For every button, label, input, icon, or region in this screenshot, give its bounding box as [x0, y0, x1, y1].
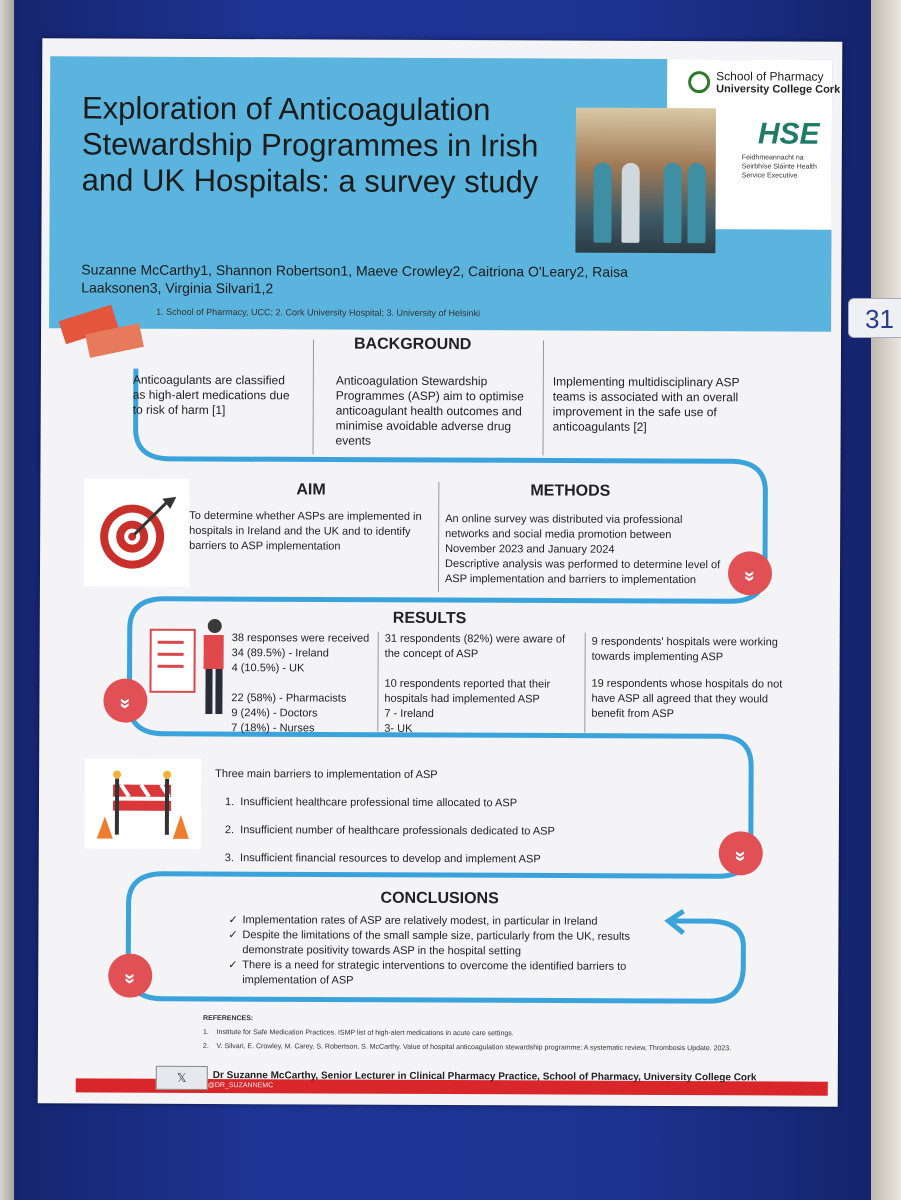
barriers-list: [225, 795, 705, 881]
results-col2: [384, 632, 579, 738]
authors: Suzanne McCarthy1, Shannon Robertson1, Maeve Crowley2, Caitriona O'Leary2, Raisa Laaksonen3, Virginia Silvari1,2: [81, 261, 628, 297]
result-line: 22 (58%) - Pharmacists: [231, 692, 347, 705]
results-col1: [231, 631, 381, 737]
footer-credit: Dr Suzanne McCarthy, Senior Lecturer in Clinical Pharmacy Practice, School of Pharmacy, University College Cork: [212, 1070, 757, 1084]
chevron-down-icon: »: [728, 551, 772, 595]
board-frame-left: [0, 0, 14, 1200]
methods-text-1: An online survey was distributed via professional networks and social media promotion between November 2023 and January 2024: [445, 513, 683, 556]
chevron-down-icon: »: [103, 679, 147, 723]
spacer: [385, 662, 580, 678]
results-heading: RESULTS: [392, 609, 467, 628]
medication-label-image: [57, 306, 147, 361]
conclusion-item: ✓ Implementation rates of ASP are relatively modest, in particular in Ireland: [228, 913, 648, 930]
conclusion-item: ✓ There is a need for strategic interventions to overcome the identified barriers to implementation of ASP: [228, 958, 648, 990]
methods-heading: METHODS: [530, 482, 611, 500]
chevron-down-icon: »: [108, 954, 152, 998]
poster: [38, 38, 843, 1106]
background-col3: Implementing multidisciplinary ASP teams is associated with an overall improvement in the safe use of anticoagulants [2]: [552, 374, 740, 434]
chevron-down-icon: »: [719, 831, 763, 875]
barriers-intro: Three main barriers to implementation of ASP: [215, 768, 438, 781]
results-col3: [591, 635, 801, 723]
result-line: 19 respondents whose hospitals do not have ASP all agreed that they would benefit from ASP: [591, 677, 783, 721]
aim-heading: AIM: [296, 481, 326, 499]
references-heading: REFERENCES:: [203, 1014, 254, 1023]
ucc-logo-line1: School of Pharmacy: [716, 69, 824, 84]
checklist-illustration: [149, 619, 229, 719]
board-number-tag: 31: [848, 298, 901, 338]
result-line: 7 - Ireland: [384, 707, 434, 720]
result-line: 10 respondents reported that their hospitals had implemented ASP: [384, 677, 551, 706]
background-col1: Anticoagulants are classified as high-alert medications due to risk of harm [1]: [132, 372, 290, 418]
spacer: [592, 665, 802, 678]
result-line: 3- UK: [384, 722, 413, 735]
conclusion-item: ✓ Despite the limitations of the small sample size, particularly from the UK, results demonstrate positivity towards ASP in the hospital setting: [228, 928, 648, 960]
barrier-item: 1. Insufficient healthcare professional time allocated to ASP: [224, 796, 518, 810]
hse-logo-text: Feidhmeannacht na Seirbhíse Sláinte Health Service Executive: [741, 154, 817, 180]
spacer: [231, 676, 381, 692]
barrier-item: 3. Insufficient financial resources to develop and implement ASP: [224, 852, 541, 866]
poster-title: Exploration of Anticoagulation Stewardship Programmes in Irish and UK Hospitals: a survey study: [81, 90, 539, 200]
result-line: 4 (10.5%) - UK: [231, 662, 305, 675]
result-line: 38 responses were received: [231, 632, 370, 645]
conclusions-list: [228, 913, 648, 990]
references: [203, 1014, 763, 1054]
result-line: 7 (18%) - Nurses: [231, 722, 315, 735]
target-image: [84, 478, 189, 586]
target-icon: [84, 478, 189, 586]
barrier-item: 2. Insufficient number of healthcare professionals dedicated to ASP: [224, 824, 555, 838]
background-col2: Anticoagulation Stewardship Programmes (ASP) aim to optimise anticoagulant health outcomes and minimise avoidable adverse drug events: [335, 373, 524, 448]
board-frame-right: [871, 0, 901, 1200]
background-heading: BACKGROUND: [353, 335, 472, 354]
result-line: 34 (89.5%) - Ireland: [231, 647, 329, 660]
aim-text: To determine whether ASPs are implemented in hospitals in Ireland and the UK and to identify barriers to ASP implementation: [189, 509, 422, 553]
methods-text-2: Descriptive analysis was performed to determine level of ASP implementation and barriers to implementation: [444, 558, 721, 587]
x-handle: @DR_SUZANNEMC: [207, 1081, 274, 1090]
conclusions-heading: CONCLUSIONS: [380, 889, 499, 908]
affiliations: 1. School of Pharmacy, UCC; 2. Cork University Hospital; 3. University of Helsinki: [156, 306, 481, 319]
hse-logo: HSE: [757, 117, 820, 151]
result-line: 9 respondents' hospitals were working towards implementing ASP: [591, 635, 778, 664]
result-line: 9 (24%) - Doctors: [231, 707, 318, 720]
reference-item: 2. V. Silvari, E. Crowley, M. Carey, S. Robertson, S. McCarthy. Value of hospital anticoagulation stewardship programme: A systematic review, Thrombosis Update. 2023.: [202, 1042, 732, 1053]
roadblock-image: [85, 758, 201, 849]
reference-item: 1. Institute for Safe Medication Practices. ISMP list of high-alert medications in acute care settings.: [202, 1028, 514, 1038]
result-line: 31 respondents (82%) were aware of the concept of ASP: [384, 632, 566, 661]
roadblock-icon: [85, 758, 201, 849]
ucc-logo-line2: University College Cork: [716, 83, 841, 96]
x-logo-icon: 𝕏: [156, 1066, 208, 1090]
